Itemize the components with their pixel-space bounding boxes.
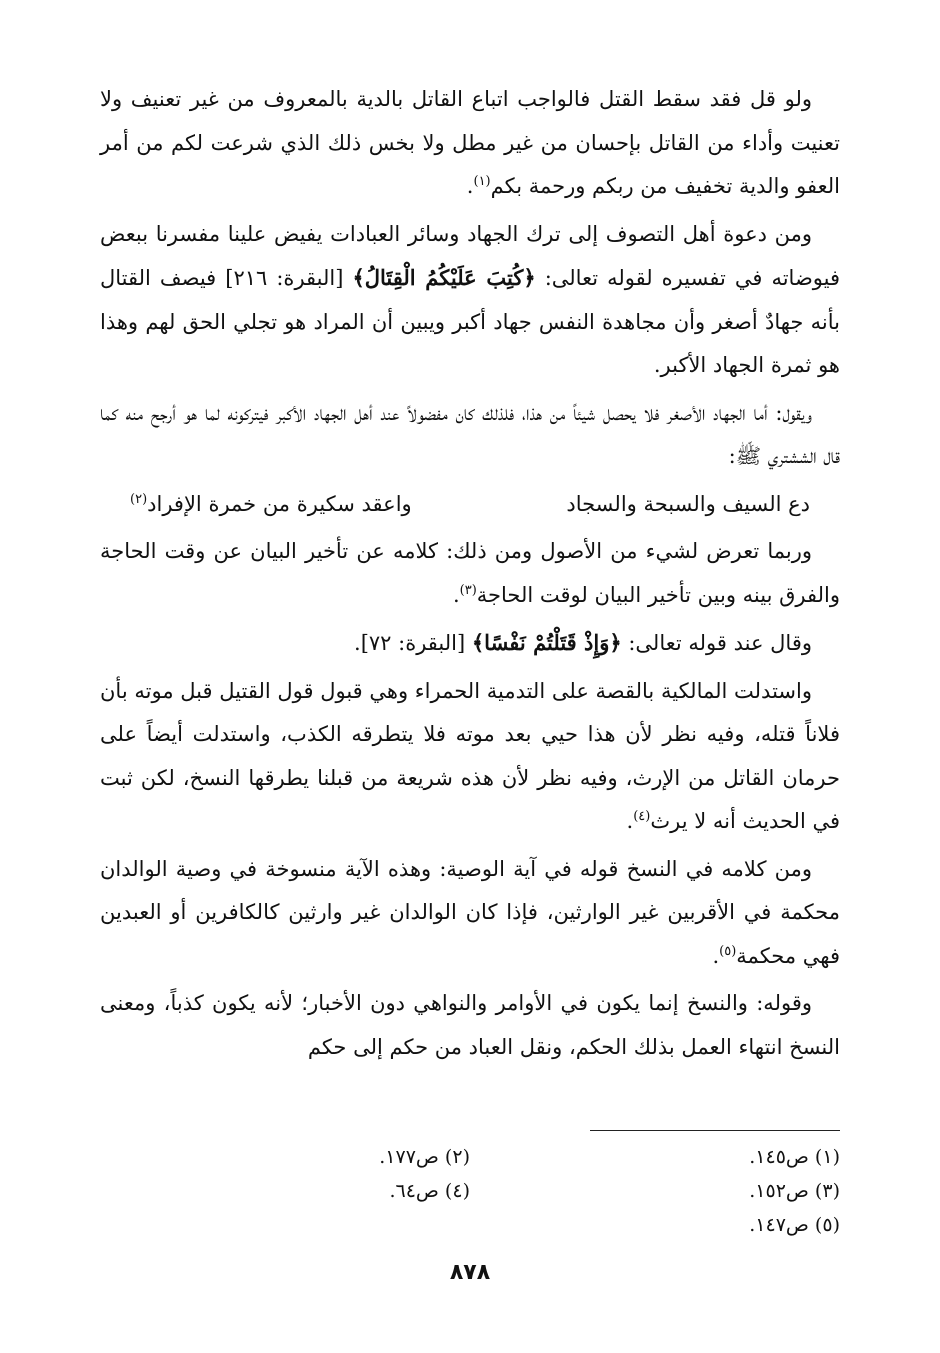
footnote-2: (٢) ص١٧٧. <box>379 1146 470 1168</box>
footnote-3: (٣) ص١٥٢. <box>749 1180 840 1202</box>
footnote-ref-2[interactable]: (٢) <box>130 491 148 507</box>
footnote-ref-3[interactable]: (٣) <box>459 582 477 598</box>
paragraph-5: وقال عند قوله تعالى: ﴿وَإِذْ قَتَلْتُمْ نَفْسًا﴾ [البقرة: ٧٢]. <box>354 630 812 655</box>
paragraph-7: ومن كلامه في النسخ قوله في آية الوصية: وهذه الآية منسوخة في وصية الوالدان محكمة في الأقربين غير الوارثين، فإذا كان الوالدان غير وارثين كالكافرين أو العبدين فهي محكمة$^{(٥)}$. <box>100 856 840 968</box>
paragraph-2: ومن دعوة أهل التصوف إلى ترك الجهاد وسائر العبادات يفيض علينا مفسرنا ببعض فيوضاته في تفسيره لقوله تعالى: ﴿كُتِبَ عَلَيْكُمُ الْقِتَالُ﴾ [البقرة: ٢١٦] فيصف القتال بأنه جهادٌ أصغر وأن مجاهدة النفس جهاد أكبر ويبين أن المراد هو تجلي الحق لهم وهذا هو ثمرة الجهاد الأكبر. <box>100 221 841 377</box>
footnotes <box>100 1140 840 1242</box>
footnote-5: (٥) ص١٤٧. <box>749 1214 840 1236</box>
footnote-divider <box>590 1130 840 1131</box>
footnote-ref-4[interactable]: (٤) <box>633 809 651 824</box>
footnote-1: (١) ص١٤٥. <box>749 1146 840 1168</box>
footnote-ref-5[interactable]: (٥) <box>719 943 737 959</box>
poem-verse <box>100 483 840 527</box>
footnote-4: (٤) ص٦٤. <box>389 1180 470 1202</box>
paragraph-6: واستدلت المالكية بالقصة على التدمية الحمراء وهي قبول قول القتيل قبل موته بأن فلاناً قتله، وفيه نظر لأن هذا حيي بعد موته فلا يتطرقه الكذب، واستدلت أيضاً على حرمان القاتل من الإرث، وفيه نظر لأن هذه شريعة من قبلنا يطرقها النسخ، لكن ثبت في الحديث أنه لا يرث$^{(٤)}$. <box>100 678 840 833</box>
footnote-row <box>100 1208 840 1242</box>
quran-verse: ﴿وَإِذْ قَتَلْتُمْ نَفْسًا﴾ <box>471 630 622 655</box>
poem-second-hemistich: واعقد سكيرة من خمرة الإفراد$^{(٢)}$ <box>130 491 412 516</box>
paragraph-3: ويقول: أما الجهاد الأصغر فلا يحصل شيئاً من هذا، فلذلك كان مفضولاً عند أهل الجهاد الأكبر فيتركونه لما هو أرجح منه كما قال الششتري ﷺ: <box>100 400 840 468</box>
footnote-row <box>100 1174 840 1208</box>
page-number: ٨٧٨ <box>449 1260 491 1285</box>
main-text <box>100 78 840 1073</box>
footnote-ref-1[interactable]: (١) <box>473 174 491 189</box>
paragraph-4: وربما تعرض لشيء من الأصول ومن ذلك: كلامه عن تأخير البيان عن وقت الحاجة والفرق بينه وبين تأخير البيان لوقت الحاجة$^{(٣)}$. <box>100 539 840 607</box>
poem-first-hemistich: دع السيف والسبحة والسجاد <box>566 491 810 516</box>
paragraph-1: ولو قل فقد سقط القتل فالواجب اتباع القاتل بالدية بالمعروف من غير تعنيف ولا تعنيت وأداء من القاتل بإحسان من غير مطل ولا بخس ذلك الذي شرعت لكم من أمر العفو والدية تخفيف من ربكم ورحمة بكم$^{(١)}$. <box>100 87 840 198</box>
quran-verse: ﴿كُتِبَ عَلَيْكُمُ الْقِتَالُ﴾ <box>352 265 536 290</box>
footnote-row <box>100 1140 840 1174</box>
paragraph-8: وقوله: والنسخ إنما يكون في الأوامر والنواهي دون الأخبار؛ لأنه يكون كذباً، ومعنى النسخ انتهاء العمل بذلك الحكم، ونقل العباد من حكم إلى حكم <box>100 991 840 1059</box>
